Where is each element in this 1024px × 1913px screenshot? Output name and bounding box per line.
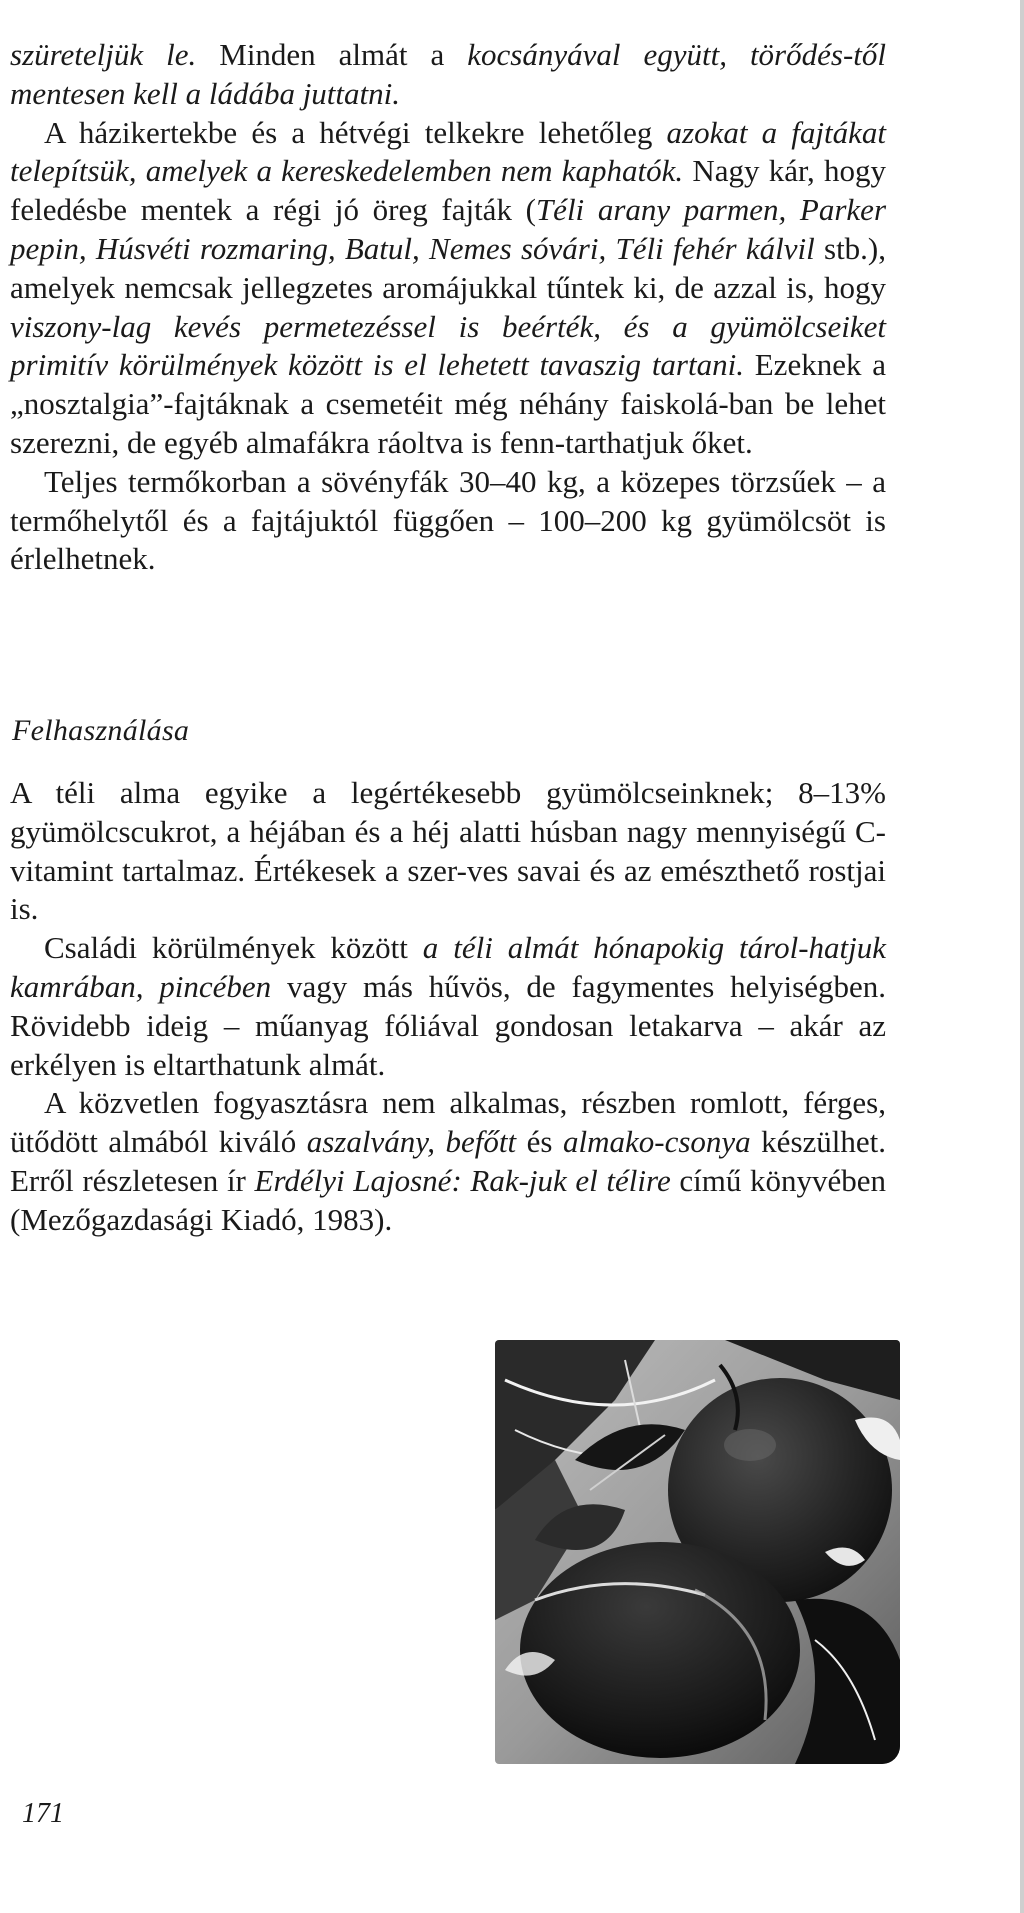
page-number: 171	[22, 1798, 64, 1829]
text-run: Ezeknek a „nosztalgia”-fajtáknak a csemetéit még néhány faiskolá-ban be lehet szerezni, de egyéb almafákra ráoltva is fenn-tarthatjuk őket.	[10, 347, 886, 460]
section-heading: Felhasználása	[12, 714, 190, 747]
text-run: Családi körülmények között	[44, 930, 423, 966]
text-run: A házikertekbe és a hétvégi telkekre lehetőleg	[44, 114, 667, 150]
paragraph	[10, 36, 886, 114]
text-run: A közvetlen fogyasztásra nem alkalmas, részben romlott, férges, ütődött almából kiváló	[10, 1085, 886, 1160]
text-run: és	[516, 1124, 563, 1160]
bottom-text-block	[10, 774, 886, 1240]
paragraph	[10, 114, 886, 463]
italic-text-run: a téli almát hónapokig tárol-hatjuk kamrában, pincében	[10, 930, 886, 1004]
page-edge	[1020, 0, 1024, 1913]
italic-text-run: szüreteljük le.	[10, 37, 197, 72]
italic-text-run: kocsányával együtt, törődés-től mentesen kell a ládába juttatni.	[10, 37, 886, 111]
italic-text-run: azokat a fajtákat telepítsük, amelyek a kereskedelemben nem kaphatók.	[10, 114, 886, 189]
text-run: vagy más hűvös, de fagymentes helyiségben. Rövidebb ideig – műanyag fóliával gondosan letakarva – akár az erkélyen is eltarthatunk almát.	[10, 968, 886, 1082]
text-run: Minden almát a	[196, 37, 468, 72]
paragraph	[10, 774, 886, 929]
top-text-block	[10, 36, 886, 579]
paragraph	[10, 463, 886, 579]
italic-text-run: aszalvány, befőtt	[306, 1124, 517, 1160]
italic-text-run: Téli arany parmen, Parker pepin, Húsvéti rozmaring, Batul, Nemes sóvári, Téli fehér kálvil	[10, 192, 887, 266]
text-run: készülhet. Erről részletesen ír	[10, 1124, 887, 1198]
italic-text-run: Erdélyi Lajosné: Rak-juk el télire	[254, 1162, 671, 1198]
text-run: A téli alma egyike a legértékesebb gyümölcseinknek; 8–13% gyümölcscukrot, a héjában és a héj alatti húsban nagy mennyiségű C-vitamint tartalmaz. Értékesek a szer-ves savai és az emészthető rostjai is.	[10, 775, 886, 927]
text-run: Teljes termőkorban a sövényfák 30–40 kg, a közepes törzsűek – a termőhelytől és a fajtájuktól függően – 100–200 kg gyümölcsöt is érlelhetnek.	[10, 463, 886, 577]
paragraph	[10, 1084, 886, 1239]
text-run: stb.), amelyek nemcsak jellegzetes aromájukkal tűntek ki, de azzal is, hogy	[10, 230, 887, 305]
italic-text-run: almako-csonya	[563, 1124, 751, 1160]
text-run: című könyvében (Mezőgazdasági Kiadó, 1983).	[10, 1162, 886, 1237]
paragraph	[10, 929, 886, 1084]
apple-photo	[495, 1340, 900, 1764]
text-run: Nagy kár, hogy feledésbe mentek a régi jó öreg fajták (	[10, 153, 886, 228]
italic-text-run: viszony-lag kevés permetezéssel is beérték, és a gyümölcseiket primitív körülmények között is el lehetett tavaszig tartani.	[10, 308, 886, 383]
